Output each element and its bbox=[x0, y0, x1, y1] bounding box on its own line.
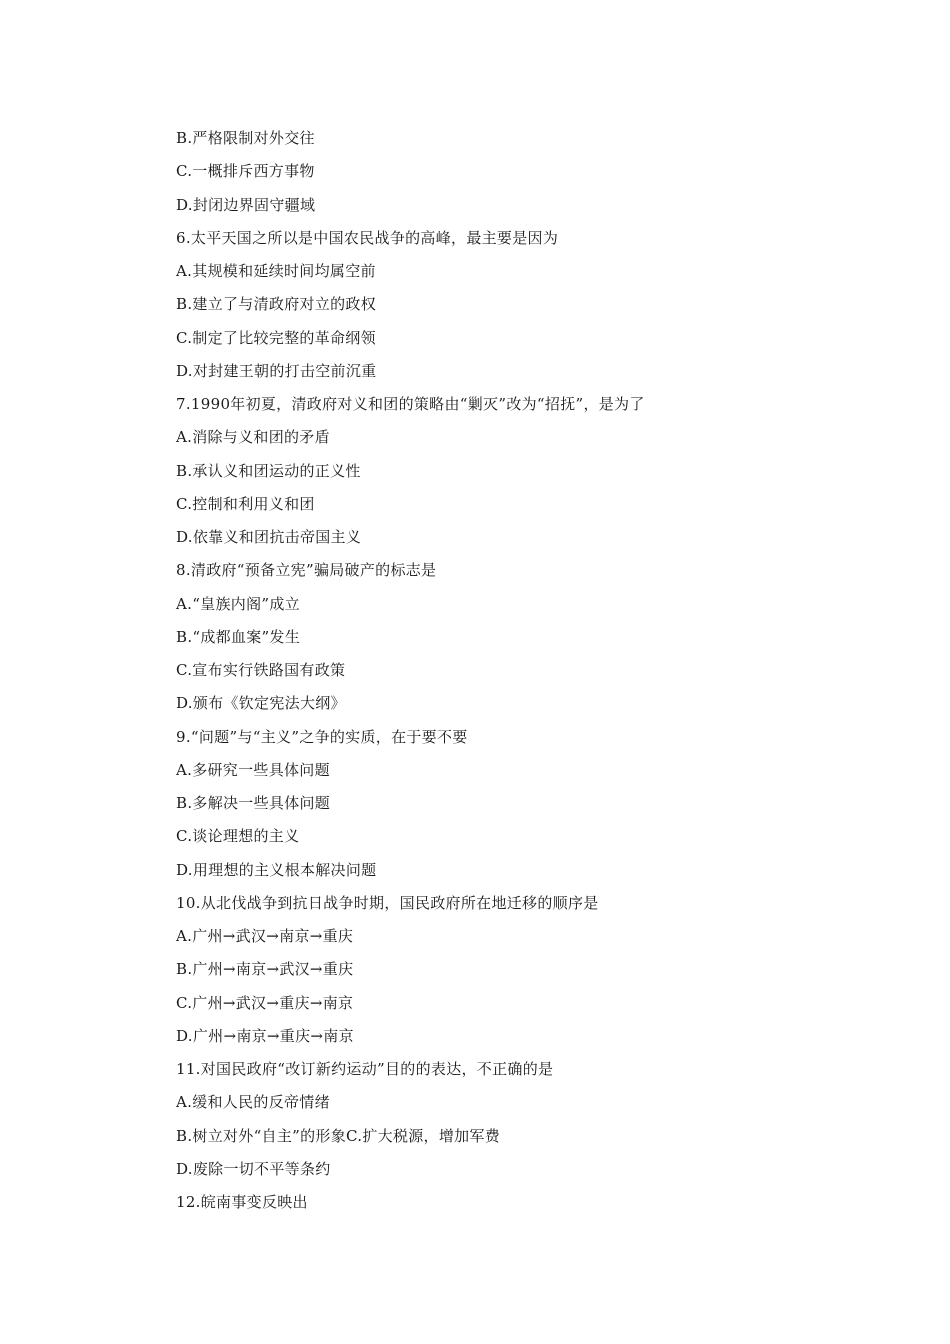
question-line: 8.清政府“预备立宪”骗局破产的标志是 bbox=[176, 561, 437, 580]
option-line: C.一概排斥西方事物 bbox=[176, 162, 315, 181]
option-line: C.控制和利用义和团 bbox=[176, 494, 315, 513]
question-line: 12.皖南事变反映出 bbox=[176, 1193, 308, 1211]
option-line: D.封闭边界固守疆域 bbox=[176, 195, 316, 214]
option-line: A.多研究一些具体问题 bbox=[176, 760, 330, 779]
option-line: D.用理想的主义根本解决问题 bbox=[176, 860, 377, 879]
option-line: B.多解决一些具体问题 bbox=[176, 794, 331, 812]
option-line: B.承认义和团运动的正义性 bbox=[176, 461, 361, 480]
option-line: D.废除一切不平等条约 bbox=[176, 1159, 331, 1178]
option-line: B.建立了与清政府对立的政权 bbox=[176, 295, 376, 314]
option-line: A.广州→武汉→南京→重庆 bbox=[176, 927, 354, 945]
option-line: B.严格限制对外交往 bbox=[176, 129, 315, 147]
option-line: A.其规模和延续时间均属空前 bbox=[176, 262, 376, 280]
question-line: 11.对国民政府“改订新约运动”目的的表达，不正确的是 bbox=[176, 1060, 554, 1078]
option-line: C.宣布实行铁路国有政策 bbox=[176, 661, 346, 679]
question-line: 9.“问题”与“主义”之争的实质，在于要不要 bbox=[176, 727, 468, 746]
option-line: A.“皇族内阁”成立 bbox=[176, 594, 300, 613]
question-line: 6.太平天国之所以是中国农民战争的高峰，最主要是因为 bbox=[176, 228, 559, 247]
question-line: 7.1990年初夏，清政府对义和团的策略由“剿灭”改为“招抚”，是为了 bbox=[176, 395, 645, 413]
option-line: B.树立对外“自主”的形象C.扩大税源，增加军费 bbox=[176, 1126, 501, 1145]
option-line: A.消除与义和团的矛盾 bbox=[176, 428, 330, 447]
question-text-block bbox=[176, 122, 876, 1219]
option-line: C.广州→武汉→重庆→南京 bbox=[176, 993, 354, 1012]
option-line: A.缓和人民的反帝情绪 bbox=[176, 1093, 330, 1112]
option-line: B.广州→南京→武汉→重庆 bbox=[176, 960, 354, 979]
option-line: D.对封建王朝的打击空前沉重 bbox=[176, 361, 377, 380]
question-line: 10.从北伐战争到抗日战争时期，国民政府所在地迁移的顺序是 bbox=[176, 893, 599, 912]
option-line: C.谈论理想的主义 bbox=[176, 827, 300, 846]
option-line: C.制定了比较完整的革命纲领 bbox=[176, 328, 376, 347]
option-line: B.“成都血案”发生 bbox=[176, 627, 301, 646]
option-line: D.广州→南京→重庆→南京 bbox=[176, 1026, 354, 1045]
option-line: D.颁布《钦定宪法大纲》 bbox=[176, 694, 346, 713]
option-line: D.依靠义和团抗击帝国主义 bbox=[176, 528, 362, 546]
